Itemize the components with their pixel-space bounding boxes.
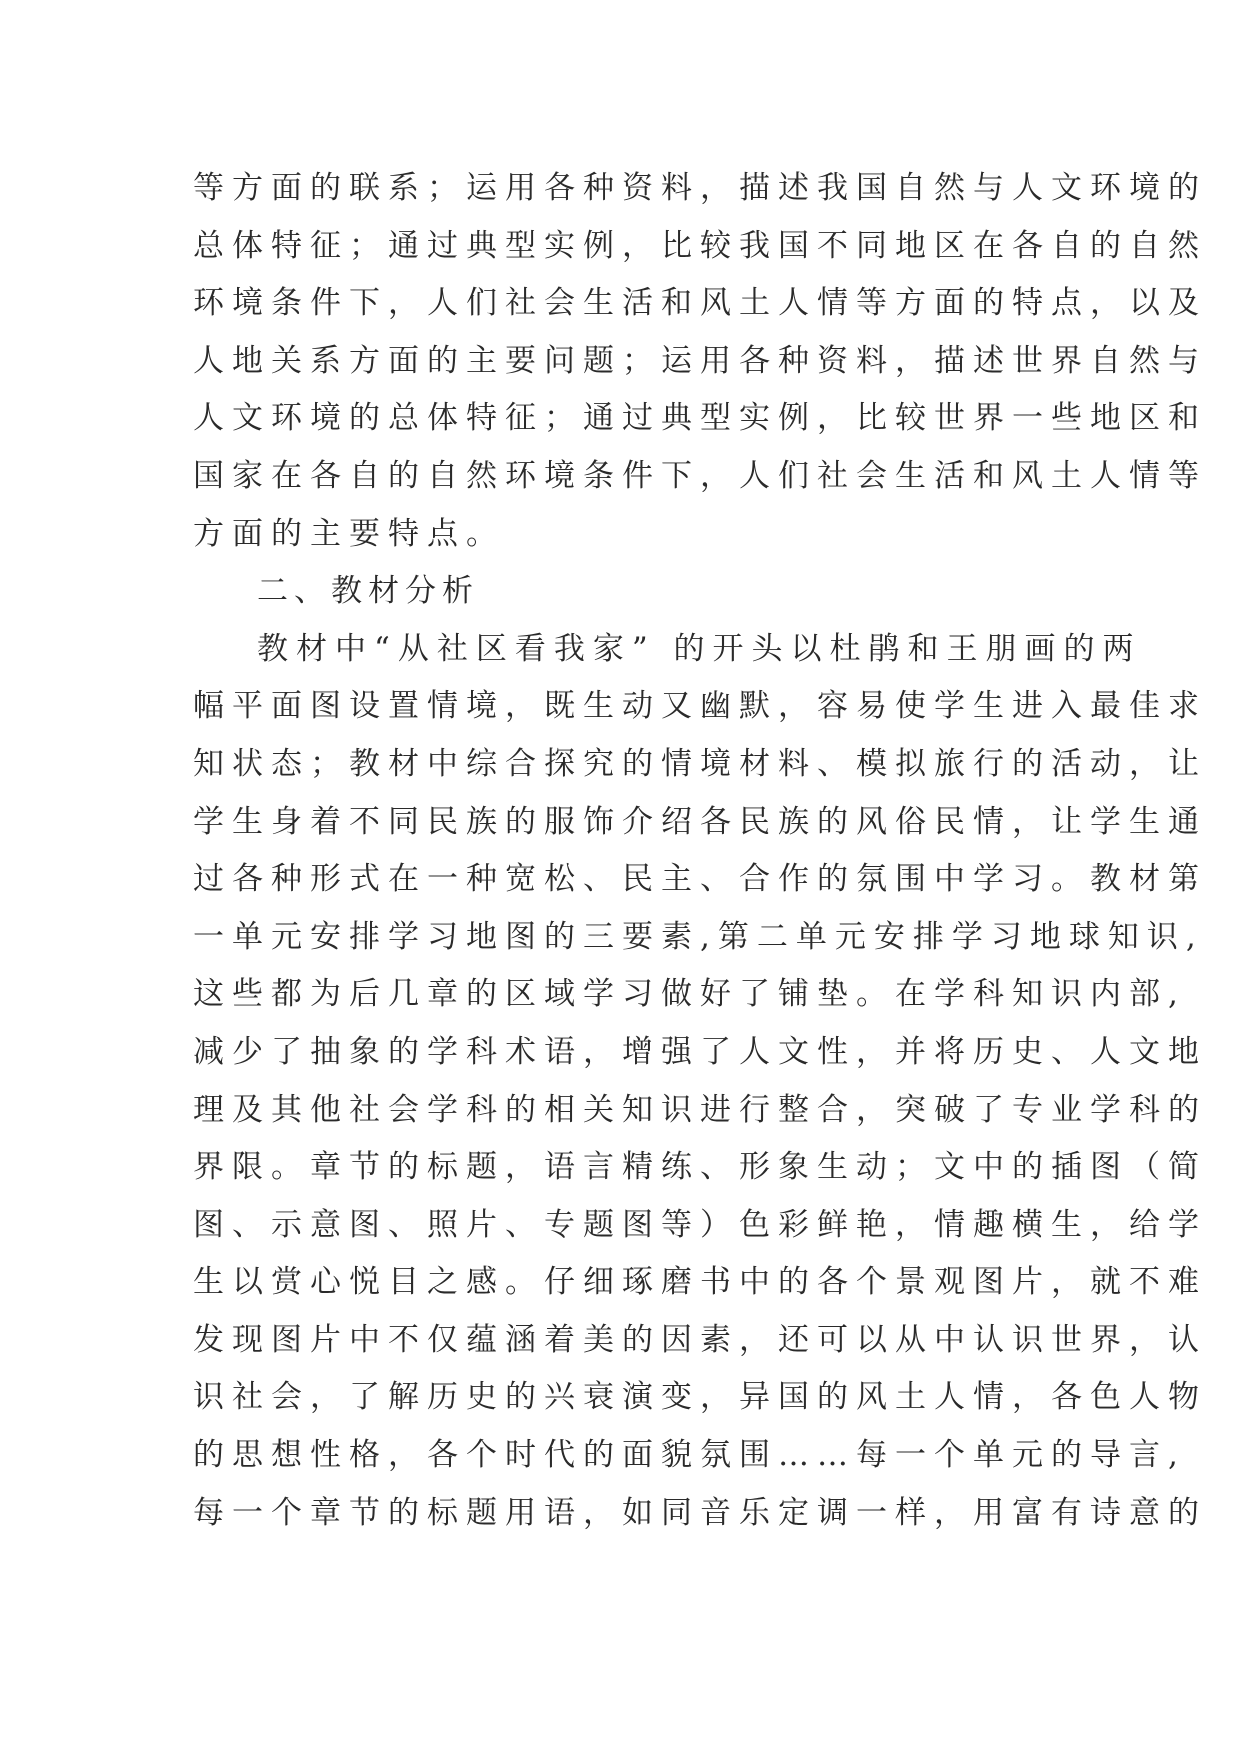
text-line: 这些都为后几章的区域学习做好了铺垫。在学科知识内部, — [193, 976, 1186, 1013]
text-line: 生以赏心悦目之感。仔细琢磨书中的各个景观图片，就不难 — [193, 1264, 1207, 1301]
text-line: 国家在各自的自然环境条件下，人们社会生活和风土人情等 — [193, 457, 1207, 494]
text-line: 环境条件下，人们社会生活和风土人情等方面的特点，以及 — [193, 285, 1207, 322]
text-line: 知状态；教材中综合探究的情境材料、模拟旅行的活动，让 — [193, 745, 1207, 782]
text-line: 发现图片中不仅蕴涵着美的因素，还可以从中认识世界，认 — [193, 1321, 1207, 1358]
text-line: 等方面的联系；运用各种资料，描述我国自然与人文环境的 — [193, 170, 1207, 206]
text-line: 一单元安排学习地图的三要素,第二单元安排学习地球知识, — [193, 918, 1204, 955]
text-line: 幅平面图设置情境，既生动又幽默，容易使学生进入最佳求 — [193, 688, 1207, 725]
text-line: 图、示意图、照片、专题图等）色彩鲜艳，情趣横生，给学 — [193, 1206, 1207, 1243]
text-line: 方面的主要特点。 — [193, 515, 505, 552]
text-line: 学生身着不同民族的服饰介绍各民族的风俗民情，让学生通 — [193, 803, 1207, 840]
text-line: 每一个章节的标题用语，如同音乐定调一样，用富有诗意的 — [193, 1494, 1207, 1531]
text-line: 界限。章节的标题，语言精练、形象生动；文中的插图（简 — [193, 1149, 1207, 1186]
text-line: 人文环境的总体特征；通过典型实例，比较世界一些地区和 — [193, 400, 1207, 437]
text-line: 减少了抽象的学科术语，增强了人文性，并将历史、人文地 — [193, 1033, 1207, 1070]
text-line: 的思想性格，各个时代的面貌氛围……每一个单元的导言, — [193, 1437, 1186, 1474]
text-line: 人地关系方面的主要问题；运用各种资料，描述世界自然与 — [193, 342, 1207, 379]
text-line: 总体特征；通过典型实例，比较我国不同地区在各自的自然 — [193, 227, 1207, 264]
body-text — [193, 160, 1207, 1542]
text-line: 理及其他社会学科的相关知识进行整合，突破了专业学科的 — [193, 1091, 1207, 1128]
section-heading: 二、教材分析 — [257, 573, 479, 610]
text-line: 教材中“从社区看我家” 的开头以杜鹃和王朋画的两 — [257, 630, 1142, 667]
text-line: 识社会，了解历史的兴衰演变，异国的风土人情，各色人物 — [193, 1379, 1207, 1416]
text-line: 过各种形式在一种宽松、民主、合作的氛围中学习。教材第 — [193, 861, 1207, 898]
